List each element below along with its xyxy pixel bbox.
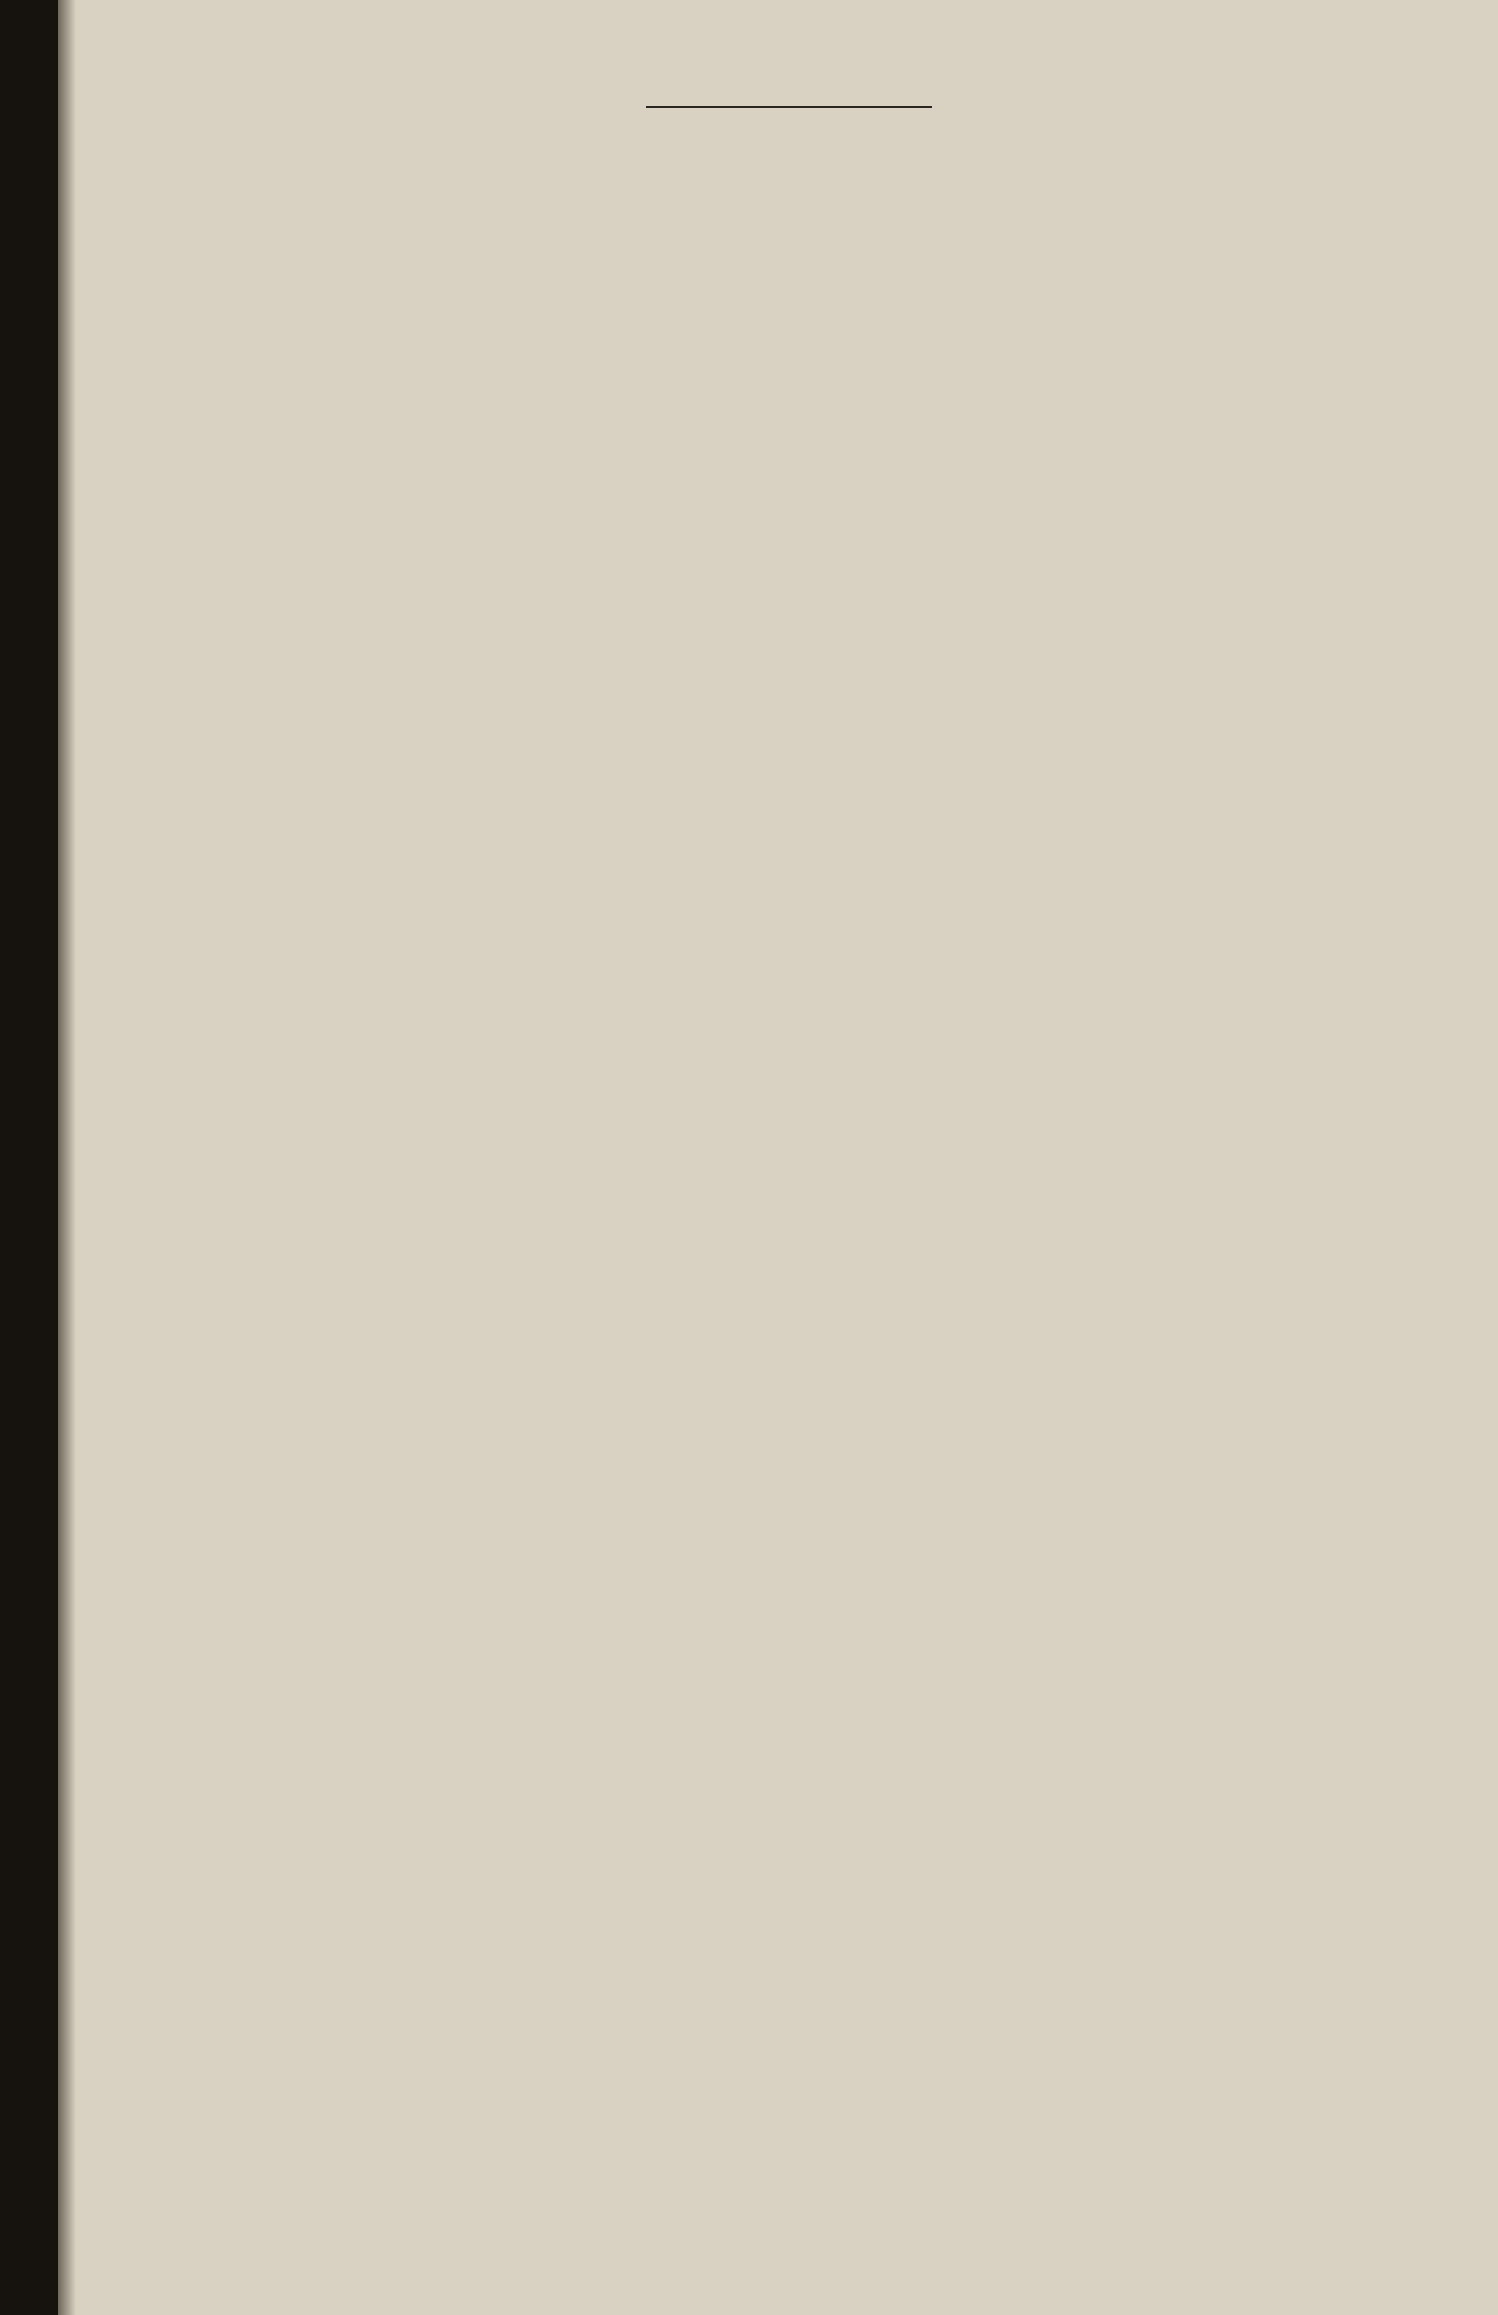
gutter-shade [58, 0, 76, 2315]
book-spine-shadow [0, 0, 58, 2315]
page-number-rule [646, 106, 932, 108]
book-page [76, 0, 1498, 2315]
